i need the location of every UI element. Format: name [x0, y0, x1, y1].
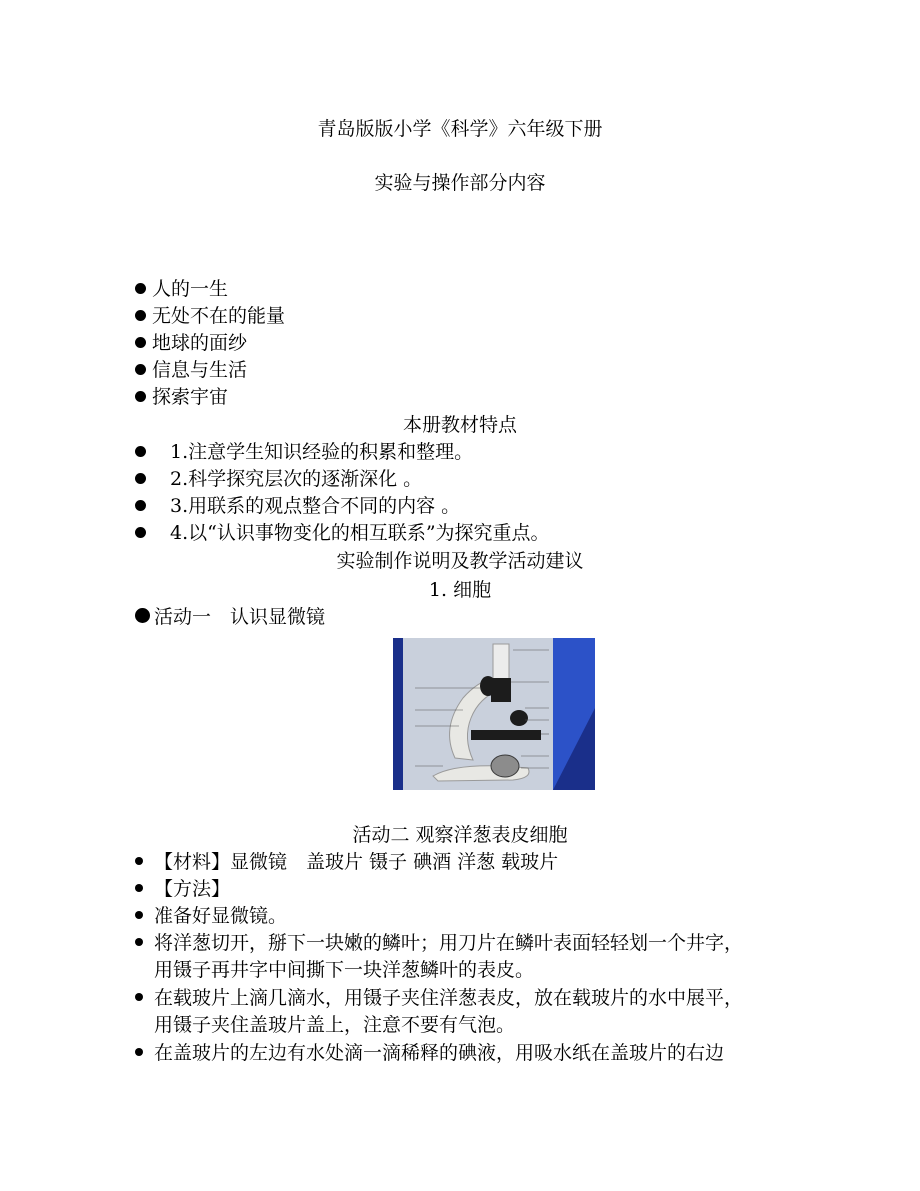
microscope-photo	[393, 638, 595, 790]
procedure-materials: 【材料】显微镜 盖玻片 镊子 碘酒 洋葱 载玻片	[135, 847, 558, 874]
unit-item: 无处不在的能量	[135, 301, 285, 328]
bullet-icon	[135, 364, 146, 375]
bullet-icon	[135, 884, 143, 892]
objective-lens	[510, 710, 528, 726]
feature-item: 3.用联系的观点整合不同的内容 。	[135, 491, 460, 518]
stage	[471, 730, 541, 740]
features-heading: 本册教材特点	[402, 414, 517, 436]
bullet-icon	[135, 337, 146, 348]
procedure-method: 【方法】	[135, 874, 230, 901]
activity-one: 活动一 认识显微镜	[135, 602, 325, 629]
unit-item: 地球的面纱	[135, 328, 247, 355]
photo-left-edge	[393, 638, 403, 790]
bullet-icon	[135, 608, 150, 623]
document-subtitle: 实验与操作部分内容	[374, 172, 546, 194]
bullet-icon	[135, 993, 143, 1001]
procedure-step: 准备好显微镜。	[135, 901, 287, 928]
bullet-icon	[135, 283, 146, 294]
feature-item: 2.科学探究层次的逐渐深化 。	[135, 464, 422, 491]
feature-item: 1.注意学生知识经验的积累和整理。	[135, 437, 473, 464]
bullet-icon	[135, 938, 143, 946]
procedure-step-continued: 用镊子再井字中间撕下一块洋葱鳞叶的表皮。	[154, 959, 535, 981]
mirror	[491, 755, 519, 777]
procedure-step: 在盖玻片的左边有水处滴一滴稀释的碘液，用吸水纸在盖玻片的右边	[135, 1038, 724, 1065]
bullet-icon	[135, 1048, 143, 1056]
unit-item: 人的一生	[135, 274, 228, 301]
feature-item: 4.以“认识事物变化的相互联系”为探究重点。	[135, 518, 550, 545]
experiments-heading: 实验制作说明及教学活动建议	[336, 550, 584, 572]
section-heading: 1. 细胞	[428, 579, 492, 601]
document-title: 青岛版版小学《科学》六年级下册	[317, 118, 603, 140]
procedure-step-continued: 用镊子夹住盖玻片盖上，注意不要有气泡。	[154, 1014, 516, 1036]
eyepiece-tube	[493, 644, 509, 682]
bullet-icon	[135, 391, 146, 402]
bullet-icon	[135, 911, 143, 919]
bullet-icon	[135, 527, 146, 538]
bullet-icon	[135, 500, 146, 511]
bullet-icon	[135, 473, 146, 484]
bullet-icon	[135, 446, 146, 457]
coarse-knob	[480, 676, 496, 696]
unit-item: 信息与生活	[135, 355, 247, 382]
bullet-icon	[135, 310, 146, 321]
bullet-icon	[135, 857, 143, 865]
activity-two-heading: 活动二 观察洋葱表皮细胞	[352, 824, 568, 846]
procedure-step: 将洋葱切开，掰下一块嫩的鳞叶；用刀片在鳞叶表面轻轻划一个井字，	[135, 928, 743, 955]
procedure-step: 在载玻片上滴几滴水，用镊子夹住洋葱表皮，放在载玻片的水中展平，	[135, 983, 743, 1010]
unit-item: 探索宇宙	[135, 382, 228, 409]
